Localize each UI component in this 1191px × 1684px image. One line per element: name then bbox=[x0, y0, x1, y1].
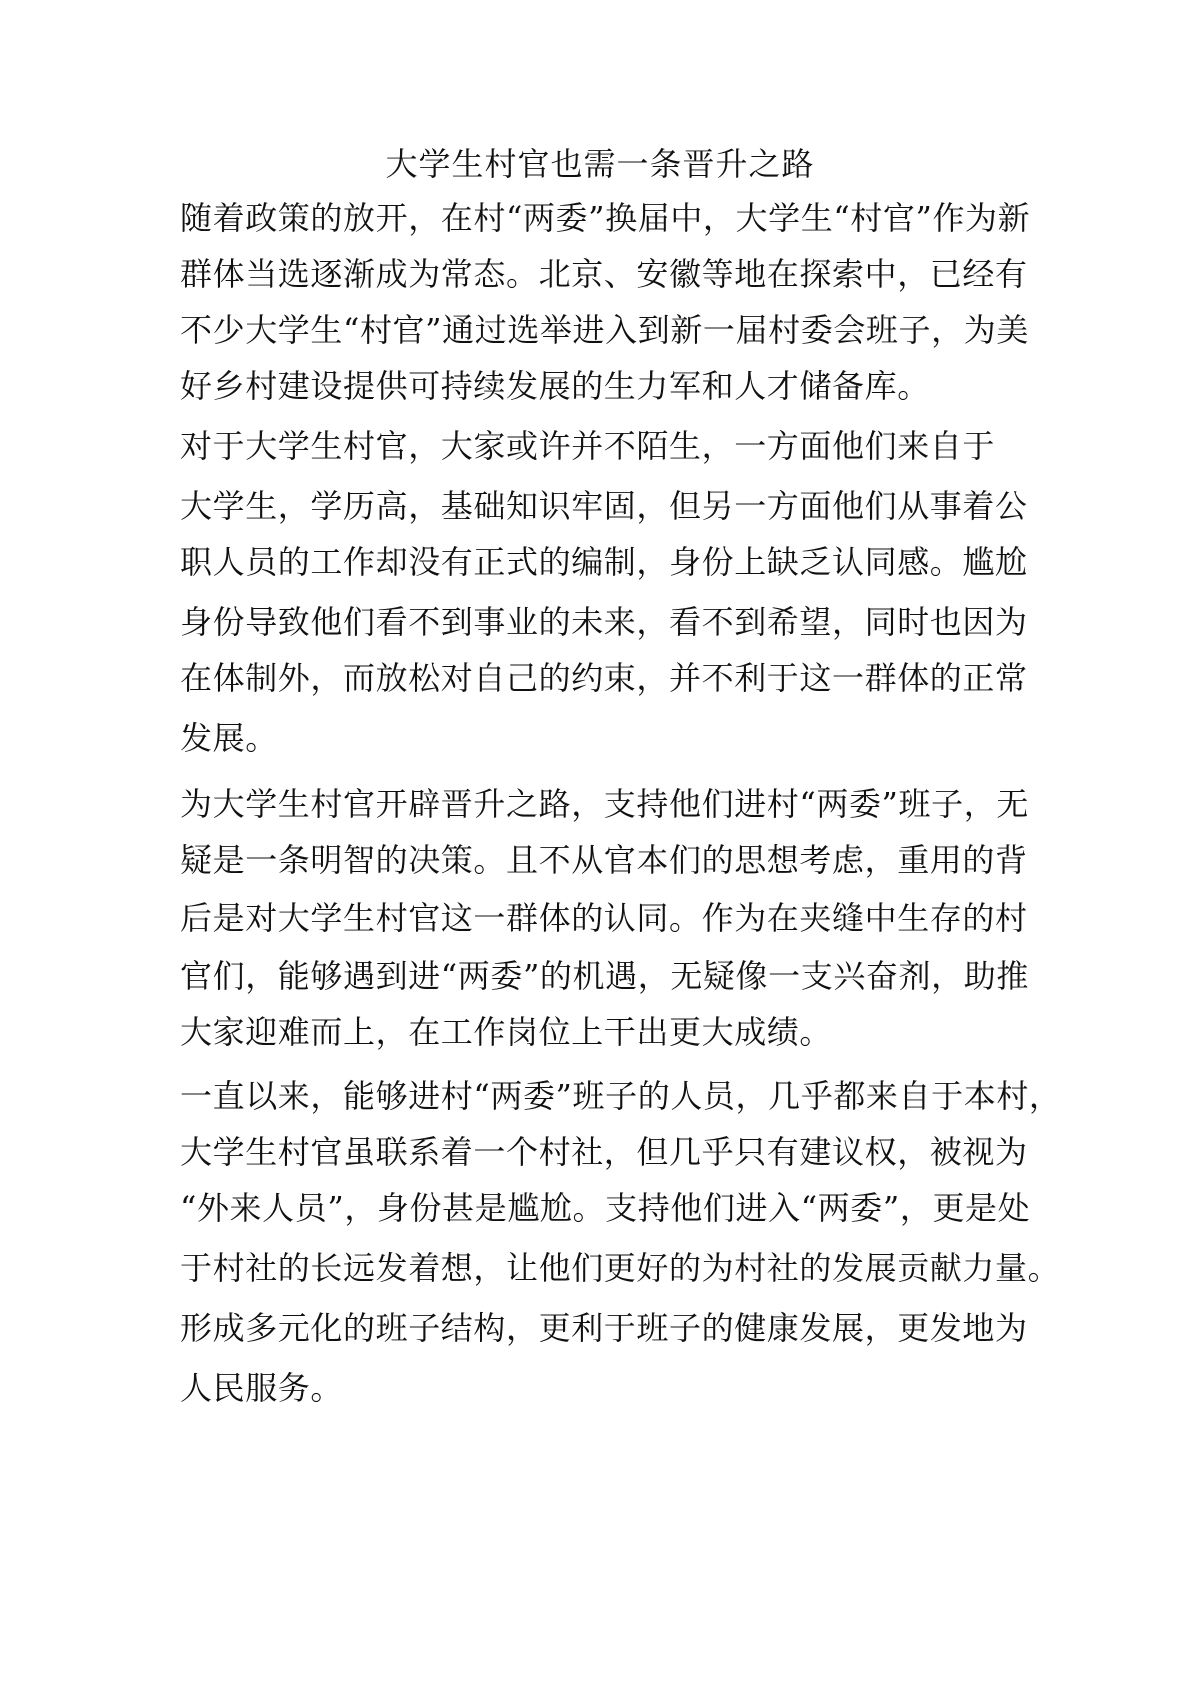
document-title: 大学生村官也需一条晋升之路 bbox=[385, 145, 815, 183]
text-line: 官们，能够遇到进“两委”的机遇，无疑像一支兴奋剂，助推 bbox=[180, 957, 1029, 995]
text-line: 在体制外，而放松对自己的约束，并不利于这一群体的正常 bbox=[180, 659, 1028, 697]
text-line: 身份导致他们看不到事业的未来，看不到希望，同时也因为 bbox=[180, 603, 1028, 641]
text-line: 一直以来，能够进村“两委”班子的人员，几乎都来自于本村， bbox=[180, 1077, 1062, 1115]
text-line: 于村社的长远发着想，让他们更好的为村社的发展贡献力量。 bbox=[180, 1249, 1061, 1287]
text-line: 大学生，学历高，基础知识牢固，但另一方面他们从事着公 bbox=[180, 487, 1028, 525]
text-line: 职人员的工作却没有正式的编制，身份上缺乏认同感。尴尬 bbox=[180, 543, 1028, 581]
text-line: 人民服务。 bbox=[180, 1369, 344, 1407]
text-line: 大学生村官虽联系着一个村社，但几乎只有建议权，被视为 bbox=[180, 1133, 1028, 1171]
text-line: 大家迎难而上，在工作岗位上干出更大成绩。 bbox=[180, 1013, 833, 1051]
text-line: “外来人员”，身份甚是尴尬。支持他们进入“两委”，更是处 bbox=[180, 1189, 1031, 1227]
text-line: 随着政策的放开，在村“两委”换届中，大学生“村官”作为新 bbox=[180, 199, 1031, 237]
text-line: 为大学生村官开辟晋升之路，支持他们进村“两委”班子，无 bbox=[180, 785, 1029, 823]
text-line: 群体当选逐渐成为常态。北京、安徽等地在探索中，已经有 bbox=[180, 255, 1028, 293]
text-line: 疑是一条明智的决策。且不从官本们的思想考虑，重用的背 bbox=[180, 841, 1028, 879]
text-line: 形成多元化的班子结构，更利于班子的健康发展，更发地为 bbox=[180, 1309, 1028, 1347]
text-line: 对于大学生村官，大家或许并不陌生，一方面他们来自于 bbox=[180, 427, 996, 465]
text-line: 不少大学生“村官”通过选举进入到新一届村委会班子，为美 bbox=[180, 311, 1029, 349]
text-line: 发展。 bbox=[180, 719, 278, 757]
text-line: 后是对大学生村官这一群体的认同。作为在夹缝中生存的村 bbox=[180, 899, 1028, 937]
text-line: 好乡村建设提供可持续发展的生力军和人才储备库。 bbox=[180, 367, 930, 405]
